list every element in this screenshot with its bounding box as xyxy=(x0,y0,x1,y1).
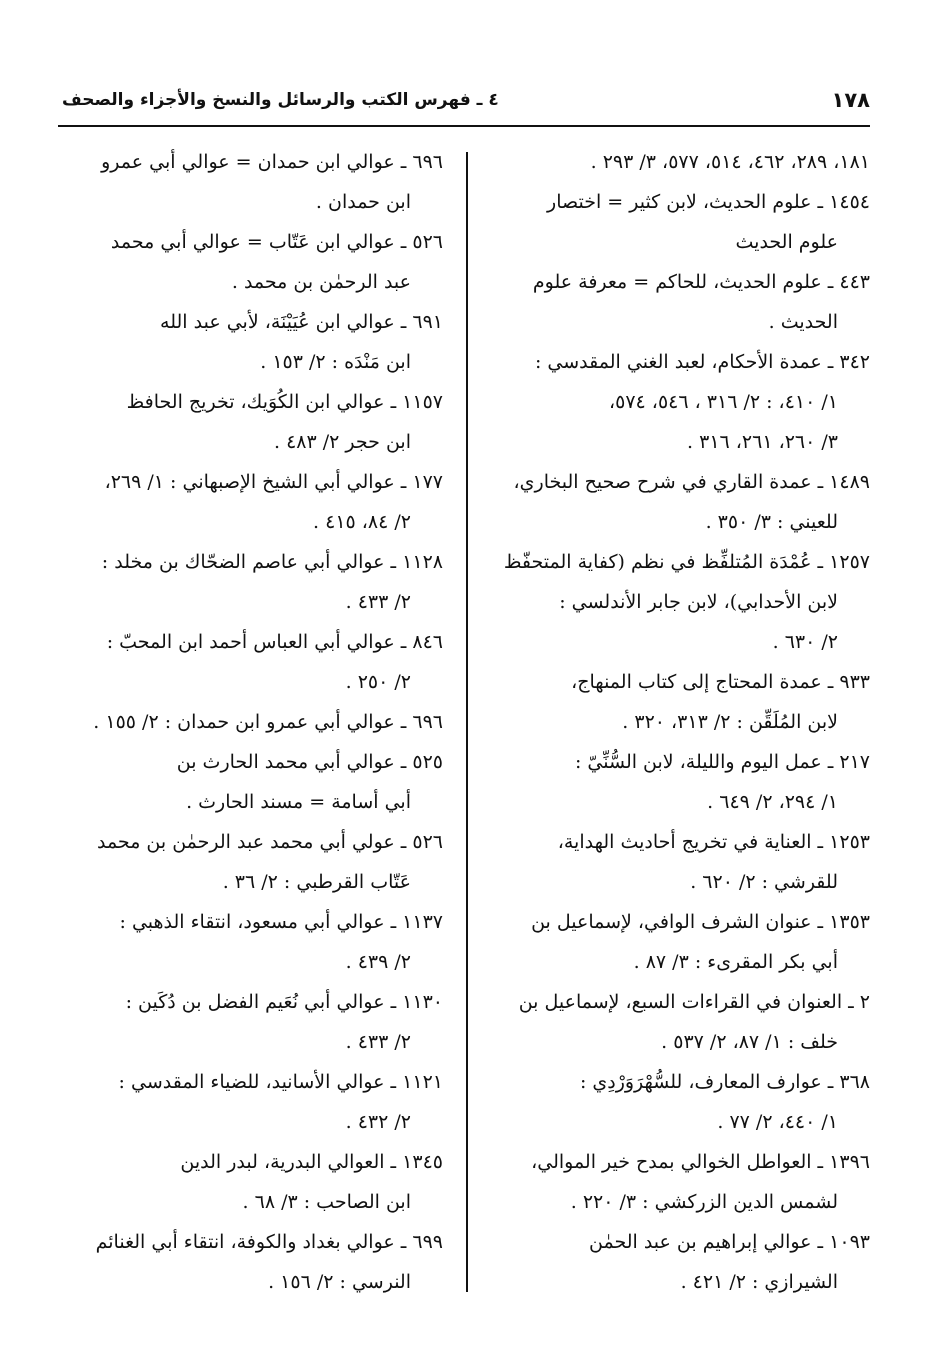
entry-line: ١٨١، ٢٨٩، ٤٦٢، ٥١٤، ٥٧٧، ٣/ ٢٩٣ . xyxy=(590,151,870,173)
entry-line: ١١٣٠ ـ عوالي أبي نُعَيم الفضل بن دُكَين : xyxy=(125,991,443,1013)
index-entry xyxy=(60,542,443,622)
entry-continuation-line: عبد الرحمٰن بن محمد . xyxy=(231,271,411,293)
index-entry xyxy=(60,462,443,542)
entry-line: ١٤٨٩ ـ عمدة القاري في شرح صحيح البخاري، xyxy=(513,471,870,493)
entry-continuation-line: ١/ ٢٩٤، ٢/ ٦٤٩ . xyxy=(707,791,838,813)
index-entry xyxy=(60,1222,443,1302)
entry-line: ١٣٩٦ ـ العواطل الخوالي بمدح خير الموالي، xyxy=(531,1151,870,1173)
entry-continuation-line: ١/ ٤٤٠، ٢/ ٧٧ . xyxy=(717,1111,838,1133)
entry-line: ٦٩٦ ـ عوالي أبي عمرو ابن حمدان : ٢/ ١٥٥ . xyxy=(93,711,443,733)
index-entry xyxy=(487,1142,870,1222)
page-header xyxy=(62,88,870,114)
index-entry xyxy=(60,982,443,1062)
entry-continuation-line: ابن حجر ٢/ ٤٨٣ . xyxy=(274,431,411,453)
entry-continuation-line: لشمس الدين الزركشي : ٣/ ٢٢٠ . xyxy=(570,1191,838,1213)
index-entry xyxy=(60,702,443,742)
index-entry xyxy=(60,1062,443,1142)
entry-line: ١٢٥٧ ـ عُمْدَة المُتلفِّظ في نظم (كفاية المتحفّظ xyxy=(503,551,870,573)
header-rule xyxy=(58,125,870,127)
index-entry xyxy=(60,142,443,222)
index-entry xyxy=(60,302,443,382)
entry-line: ٩٣٣ ـ عمدة المحتاج إلى كتاب المنهاج، xyxy=(571,671,870,693)
entry-line: ٦٩٩ ـ عوالي بغداد والكوفة، انتقاء أبي الغنائم xyxy=(95,1231,443,1253)
entry-continuation-line: للعيني : ٣/ ٣٥٠ . xyxy=(705,511,838,533)
entry-continuation-line: ٢/ ٤٣٣ . xyxy=(345,1031,411,1053)
index-column-left xyxy=(60,142,443,1302)
index-entry xyxy=(487,262,870,342)
index-entry xyxy=(487,462,870,542)
entry-line: ١٢٥٣ ـ العناية في تخريج أحاديث الهداية، xyxy=(557,831,870,853)
entry-line: ١١٢٨ ـ عوالي أبي عاصم الضحّاك بن مخلد : xyxy=(101,551,443,573)
entry-continuation-line: الشيرازي : ٢/ ٤٢١ . xyxy=(680,1271,838,1293)
entry-line: ٥٢٦ ـ عولي أبي محمد عبد الرحمٰن بن محمد xyxy=(96,831,443,853)
entry-continuation-line: أبي أسامة = مسند الحارث . xyxy=(186,791,411,813)
index-column-right xyxy=(487,142,870,1302)
entry-continuation-line: ابن الصاحب : ٣/ ٦٨ . xyxy=(242,1191,411,1213)
entry-continuation-line: لابن الأحدابي)، لابن جابر الأندلسي : xyxy=(559,591,838,613)
entry-line: ١٣٥٣ ـ عنوان الشرف الوافي، لإسماعيل بن xyxy=(531,911,870,933)
page-number: ١٧٨ xyxy=(831,88,870,112)
entry-continuation-line: أبي بكر المقرىء : ٣/ ٨٧ . xyxy=(633,951,838,973)
entry-continuation-line: ١/ ٤١٠، : ٢/ ٣١٦ ، ٥٤٦، ٥٧٤، xyxy=(609,391,838,413)
entry-continuation-line: ابن حمدان . xyxy=(315,191,411,213)
entry-line: ١٣٤٥ ـ العوالي البدرية، لبدر الدين xyxy=(180,1151,443,1173)
index-entry xyxy=(487,1222,870,1302)
index-entry xyxy=(487,982,870,1062)
entry-continuation-line: لابن المُلَقِّن : ٢/ ٣١٣، ٣٢٠ . xyxy=(622,711,838,733)
entry-continuation-line: خلف : ١/ ٨٧، ٢/ ٥٣٧ . xyxy=(661,1031,838,1053)
entry-line: ٣٤٢ ـ عمدة الأحكام، لعبد الغني المقدسي : xyxy=(534,351,870,373)
index-entry xyxy=(487,1062,870,1142)
entry-line: ٨٤٦ ـ عوالي أبي العباس أحمد ابن المحبّ : xyxy=(106,631,443,653)
index-entry xyxy=(487,182,870,262)
entry-line: ٣٦٨ ـ عوارف المعارف، للسُّهْرَوَرْدِي : xyxy=(579,1071,870,1093)
entry-continuation-line: الحديث . xyxy=(768,311,838,333)
entry-line: ٢ ـ العنوان في القراءات السبع، لإسماعيل بن xyxy=(518,991,870,1013)
entry-line: ١٠٩٣ ـ عوالي إبراهيم بن عبد الحمٰن xyxy=(589,1231,870,1253)
entry-line: ٦٩٦ ـ عوالي ابن حمدان = عوالي أبي عمرو xyxy=(101,151,443,173)
entry-continuation-line: علوم الحديث xyxy=(735,231,838,253)
entry-line: ٦٩١ ـ عوالي ابن عُيَيْنَة، لأبي عبد الله xyxy=(160,311,443,333)
entry-line: ٤٤٣ ـ علوم الحديث، للحاكم = معرفة علوم xyxy=(532,271,870,293)
entry-continuation-line: ٣/ ٢٦٠، ٢٦١، ٣١٦ . xyxy=(687,431,838,453)
index-entry xyxy=(60,222,443,302)
index-entry xyxy=(487,742,870,822)
entry-continuation-line: للقرشي : ٢/ ٦٢٠ . xyxy=(690,871,838,893)
entry-line: ٥٢٦ ـ عوالي ابن عَتّاب = عوالي أبي محمد xyxy=(110,231,443,253)
entry-line: ١٧٧ ـ عوالي أبي الشيخ الإصبهاني : ١/ ٢٦٩، xyxy=(104,471,443,493)
index-entry xyxy=(487,662,870,742)
entry-line: ١١٥٧ ـ عوالي ابن الكُوَيك، تخريج الحافظ xyxy=(126,391,443,413)
entry-line: ٥٢٥ ـ عوالي أبي محمد الحارث بن xyxy=(176,751,443,773)
index-entry xyxy=(487,542,870,662)
entry-line: ١١٢١ ـ عوالي الأسانيد، للضياء المقدسي : xyxy=(118,1071,443,1093)
index-entry xyxy=(487,142,870,182)
index-entry xyxy=(60,822,443,902)
running-title: ٤ ـ فهرس الكتب والرسائل والنسخ والأجزاء والصحف xyxy=(62,90,499,110)
index-entry xyxy=(60,902,443,982)
entry-continuation-line: ٢/ ٤٣٢ . xyxy=(345,1111,411,1133)
index-entry xyxy=(60,742,443,822)
entry-continuation-line: عَتّاب القرطبي : ٢/ ٣٦ . xyxy=(222,871,411,893)
entry-line: ١٤٥٤ ـ علوم الحديث، لابن كثير = اختصار xyxy=(547,191,870,213)
index-entry xyxy=(60,1142,443,1222)
entry-continuation-line: ابن مَنْدَه : ٢/ ١٥٣ . xyxy=(260,351,411,373)
entry-continuation-line: ٢/ ٦٣٠ . xyxy=(772,631,838,653)
column-divider xyxy=(466,152,468,1292)
index-entry xyxy=(60,622,443,702)
entry-continuation-line: ٢/ ٤٣٣ . xyxy=(345,591,411,613)
entry-continuation-line: ٢/ ٨٤، ٤١٥ . xyxy=(313,511,411,533)
entry-line: ٢١٧ ـ عمل اليوم والليلة، لابن السُّنِّيّ : xyxy=(574,751,870,773)
index-entry xyxy=(487,342,870,462)
index-entry xyxy=(487,822,870,902)
index-entry xyxy=(487,902,870,982)
entry-continuation-line: النرسي : ٢/ ١٥٦ . xyxy=(268,1271,411,1293)
entry-line: ١١٣٧ ـ عوالي أبي مسعود، انتقاء الذهبي : xyxy=(119,911,443,933)
entry-continuation-line: ٢/ ٤٣٩ . xyxy=(345,951,411,973)
entry-continuation-line: ٢/ ٢٥٠ . xyxy=(345,671,411,693)
index-entry xyxy=(60,382,443,462)
